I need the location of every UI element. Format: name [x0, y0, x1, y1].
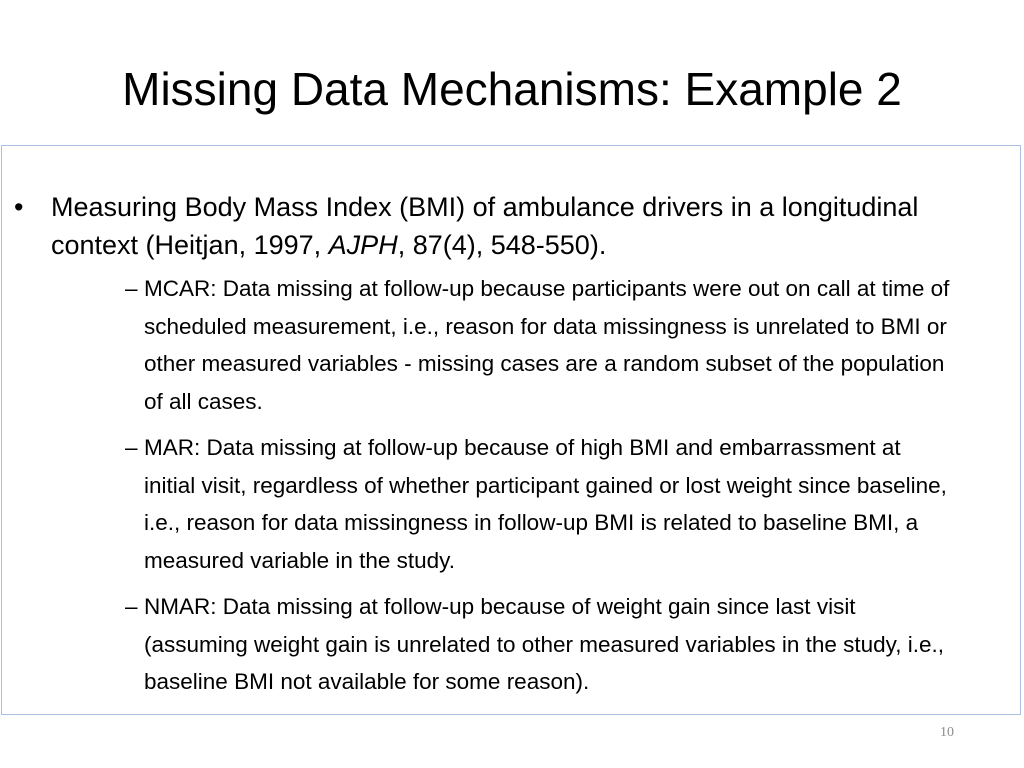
- slide-title: Missing Data Mechanisms: Example 2: [122, 63, 902, 115]
- citation-details: , 87(4), 548-550).: [397, 230, 607, 260]
- sub-bullet-nmar: [95, 588, 980, 701]
- bullet-list: [2, 188, 1020, 710]
- slide-number: 10: [940, 725, 954, 740]
- dash-marker: –: [125, 435, 138, 460]
- main-bullet-text: Measuring Body Mass Index (BMI) of ambulance drivers in a longitudinal context (Heitjan, 1997,: [51, 192, 919, 260]
- bullet-marker: •: [14, 192, 24, 222]
- dash-marker: –: [125, 594, 138, 619]
- mcar-text: MCAR: Data missing at follow-up because participants were out on call at time of scheduled measurement, i.e., reason for data missingness is unrelated to BMI or other measured variables - missing cases are a random subset of the population of all cases.: [144, 276, 950, 414]
- sub-bullet-mcar: [95, 270, 980, 420]
- sub-bullet-mar: [95, 429, 980, 579]
- nmar-text: NMAR: Data missing at follow-up because of weight gain since last visit (assuming weight gain is unrelated to other measured variables in the study, i.e., baseline BMI not available for some reason).: [144, 594, 945, 694]
- journal-name: AJPH: [328, 230, 398, 260]
- sub-bullet-list: [51, 270, 980, 701]
- dash-marker: –: [125, 276, 138, 301]
- main-bullet: [2, 188, 1020, 701]
- content-placeholder: [1, 145, 1021, 715]
- mar-text: MAR: Data missing at follow-up because of high BMI and embarrassment at initial visit, regardless of whether participant gained or lost weight since baseline, i.e., reason for data missingness in follow-up BMI is related to baseline BMI, a measured variable in the study.: [144, 435, 947, 573]
